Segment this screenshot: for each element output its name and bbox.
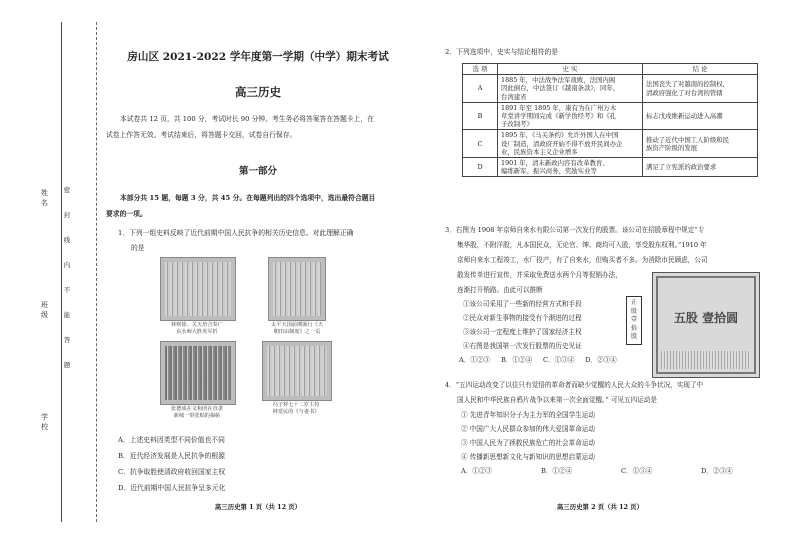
q3-line1: 3．右图为 1908 年京师自来水有限公司第一次发行的股票。该公司在招股章程中规定“专 bbox=[445, 226, 705, 234]
q4-line2: 国人民和中华民族自鸦片战争以来第一次全面觉醒。” 可见五四运动是 bbox=[457, 396, 657, 404]
q3-line2: 集华股，不附洋股，凡本国民众，无论官、绅、商均可入股，享受股东权利。”1910 年 bbox=[457, 241, 707, 249]
source-image-3 bbox=[160, 341, 236, 405]
q3-line5: 连渐打开销路。由此可以推断 bbox=[457, 286, 543, 294]
caption-3: 张德成在义和团在直隶 新城一带张贴的揭帖 bbox=[171, 406, 223, 419]
q1-option-a[interactable]: A．上述史料因类型不同价值也不同 bbox=[118, 436, 225, 444]
q2-row bbox=[463, 158, 758, 177]
q2-stem: 2．下列选项中，史实与结论相符的是 bbox=[445, 48, 559, 56]
q1-option-c[interactable]: C．抗争取胜使清政府收回国家主权 bbox=[118, 468, 226, 476]
caption-1: 林则徐、关天培合奏广 东水师大胜英军折 bbox=[171, 322, 223, 335]
q2-header-conclusion: 结 论 bbox=[643, 64, 758, 75]
q2-header-row bbox=[463, 64, 758, 75]
intro-line1: 本试卷共 12 页，共 100 分，考试时长 90 分钟。考生务必将答案答在答题卡上，在 bbox=[120, 115, 374, 123]
q2-cell-fact: 1901 年，清末新政内容有改革教育、 编练新军、振兴商务、奖励实业等 bbox=[498, 158, 643, 177]
stock-certificate-text: 五股 壹拾圆 bbox=[673, 311, 739, 325]
caption-2: 太平天国前期颁行《天 朝田亩制度》之一页 bbox=[271, 322, 323, 335]
q4-option-a[interactable]: A．①②③ bbox=[461, 467, 493, 475]
q4-option-d[interactable]: D．②③④ bbox=[701, 467, 733, 475]
q2-cell-option: B bbox=[463, 102, 498, 130]
q3-item-3: ③该公司一定程度上维护了国家经济主权 bbox=[463, 328, 582, 336]
seal-text: 密 封 线 内 不 能 答 题 bbox=[63, 186, 71, 369]
q2-cell-fact: 1885 年，中法战争法军战败，法国内阁 因此倒台，中法签订《越南条款》，同年， 台湾建省 bbox=[498, 75, 643, 103]
source-image-4 bbox=[262, 341, 332, 401]
stock-certificate-image bbox=[652, 272, 760, 378]
intro-line2: 试卷上作答无效。考试结束后，将答题卡交回，试卷自行保存。 bbox=[106, 131, 297, 139]
q1-line2: 的是 bbox=[131, 244, 145, 252]
q2-cell-option: D bbox=[463, 158, 498, 177]
q3-line3: 京师自来水工程竣工，水厂投产，有了自来水，但购买者不多。为消除市民顾虑，公司 bbox=[457, 256, 708, 264]
caption-4: 冯子材七十二岁主持 林觉民的《与妻书》 bbox=[272, 402, 320, 415]
q4-item-4: ④ 传播新思想新文化与新知识的思想启蒙运动 bbox=[461, 453, 595, 461]
q2-cell-conclusion: 推动了近代中国工人阶级和民 族资产阶级的发展 bbox=[643, 130, 758, 158]
q3-line4: 散发传单进行宣传，并采取免费送水两个月等促销办法， bbox=[457, 271, 622, 279]
stock-note-box: 正 股 壹 拾 股 bbox=[626, 296, 642, 345]
q2-cell-conclusion: 标志戊戌维新运动进入高潮 bbox=[643, 102, 758, 130]
q2-cell-fact: 1891 年至 1895 年，康有为在广州万木 草堂讲学期间完成《新学伪经考》和《孔 子改制考》 bbox=[498, 102, 643, 130]
q2-cell-conclusion: 满足了立宪派的政治要求 bbox=[643, 158, 758, 177]
class-label: 班级 bbox=[41, 301, 48, 319]
q2-cell-fact: 1895 年，《马关条约》允许外国人在中国 设厂制造，清政府开始不得不放开民间办企 业，民族资本主义企业增多 bbox=[498, 130, 643, 158]
q4-option-c[interactable]: C．①③④ bbox=[621, 467, 653, 475]
q2-header-fact: 史 实 bbox=[498, 64, 643, 75]
seal-line bbox=[96, 22, 97, 522]
q4-item-1: ① 先进青年知识分子为主力军的全国学生运动 bbox=[461, 411, 595, 419]
binding-line bbox=[61, 22, 62, 522]
q3-option-c[interactable]: C．①③④ bbox=[543, 356, 575, 364]
q3-option-a[interactable]: A．①②③ bbox=[459, 356, 491, 364]
q2-row bbox=[463, 75, 758, 103]
q4-options bbox=[461, 467, 751, 477]
q4-option-b[interactable]: B．①②④ bbox=[541, 467, 573, 475]
q1-line1: 1．下列一组史料反映了近代前期中国人民抗争的相关历史信息。对此理解正确 bbox=[118, 229, 354, 237]
q4-line1: 4．“五四运动改变了以往只有觉悟的革命者而缺少觉醒的人民大众的斗争状况，实现了中 bbox=[445, 381, 704, 389]
q1-option-d[interactable]: D．近代前期中国人民抗争呈多元化 bbox=[118, 484, 226, 492]
q4-item-2: ② 中国广大人民群众参加的伟大爱国革命运动 bbox=[461, 425, 595, 433]
exam-subtitle: 高三历史 bbox=[235, 85, 281, 99]
q3-item-4: ④右图是我国第一次发行股票的历史见证 bbox=[463, 342, 582, 350]
part-heading: 第一部分 bbox=[238, 166, 277, 177]
left-footer: 高三历史第 1 页（共 12 页） bbox=[214, 503, 302, 511]
exam-title: 房山区 2021-2022 学年度第一学期（中学）期末考试 bbox=[127, 51, 389, 63]
q1-option-b[interactable]: B．近代经济发展是人民抗争的根源 bbox=[118, 452, 225, 460]
q2-cell-option: C bbox=[463, 130, 498, 158]
q3-option-d[interactable]: D．②③④ bbox=[585, 356, 617, 364]
name-label: 姓名 bbox=[41, 189, 48, 207]
part-note-line1: 本部分共 15 题，每题 3 分，共 45 分。在每题列出的四个选项中，选出最符合题目 bbox=[120, 194, 376, 202]
q3-item-1: ①该公司采用了一些新的经营方式和手段 bbox=[463, 300, 582, 308]
source-image-2 bbox=[268, 257, 326, 321]
q3-item-2: ②民众对新生事物的接受有个渐进的过程 bbox=[463, 314, 582, 322]
q2-table bbox=[462, 63, 758, 177]
right-footer: 高三历史第 2 页（共 12 页） bbox=[556, 503, 644, 511]
q2-row bbox=[463, 130, 758, 158]
q2-header-option: 选 项 bbox=[463, 64, 498, 75]
source-image-1 bbox=[160, 257, 236, 321]
q4-item-3: ③ 中国人民为了拯救民族危亡的社会革命运动 bbox=[461, 439, 595, 447]
q2-cell-conclusion: 法国丧失了对越南的控制权， 清政府强化了对台湾的管辖 bbox=[643, 75, 758, 103]
part-note-line2: 要求的一项。 bbox=[106, 210, 147, 218]
q3-option-b[interactable]: B．①②④ bbox=[501, 356, 533, 364]
school-label: 学校 bbox=[41, 413, 48, 431]
q2-row bbox=[463, 102, 758, 130]
q2-cell-option: A bbox=[463, 75, 498, 103]
